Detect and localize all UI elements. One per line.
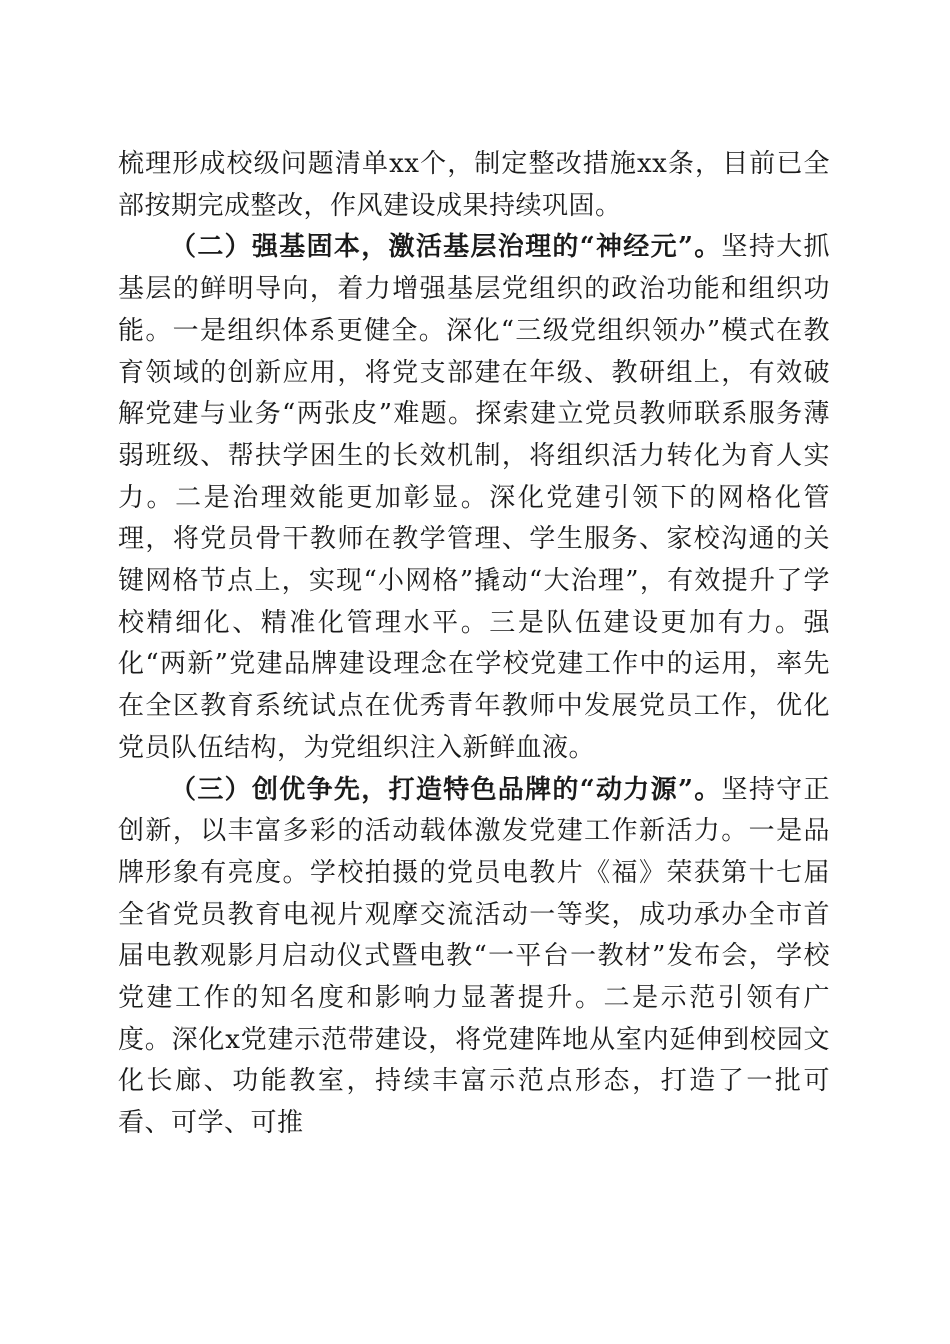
paragraph-1-body: 梳理形成校级问题清单xx个，制定整改措施xx条，目前已全部按期完成整改，作风建设成果持续巩固。: [118, 149, 830, 221]
paragraph-1: [118, 144, 830, 227]
document-body: [118, 144, 830, 1145]
paragraph-3-body: 坚持守正创新，以丰富多彩的活动载体激发党建工作新活力。一是品牌形象有亮度。学校拍摄的党员电教片《福》荣获第十七届全省党员教育电视片观摩交流活动一等奖，成功承办全市首届电教观影月启动仪式暨电教“一平台一教材”发布会，学校党建工作的知名度和影响力显著提升。二是示范引领有广度。深化x党建示范带建设，将党建阵地从室内延伸到校园文化长廊、功能教室，持续丰富示范点形态，打造了一批可看、可学、可推: [118, 774, 830, 1139]
paragraph-3: [118, 770, 830, 1145]
paragraph-2: [118, 227, 830, 769]
section-heading-3: （三）创优争先，打造特色品牌的“动力源”。: [170, 774, 722, 805]
section-heading-2: （二）强基固本，激活基层治理的“神经元”。: [170, 232, 722, 263]
paragraph-2-body: 坚持大抓基层的鲜明导向，着力增强基层党组织的政治功能和组织功能。一是组织体系更健全。深化“三级党组织领办”模式在教育领域的创新应用，将党支部建在年级、教研组上，有效破解党建与业务“两张皮”难题。探索建立党员教师联系服务薄弱班级、帮扶学困生的长效机制，将组织活力转化为育人实力。二是治理效能更加彰显。深化党建引领下的网格化管理，将党员骨干教师在教学管理、学生服务、家校沟通的关键网格节点上，实现“小网格”撬动“大治理”，有效提升了学校精细化、精准化管理水平。三是队伍建设更加有力。强化“两新”党建品牌建设理念在学校党建工作中的运用，率先在全区教育系统试点在优秀青年教师中发展党员工作，优化党员队伍结构，为党组织注入新鲜血液。: [118, 232, 830, 763]
